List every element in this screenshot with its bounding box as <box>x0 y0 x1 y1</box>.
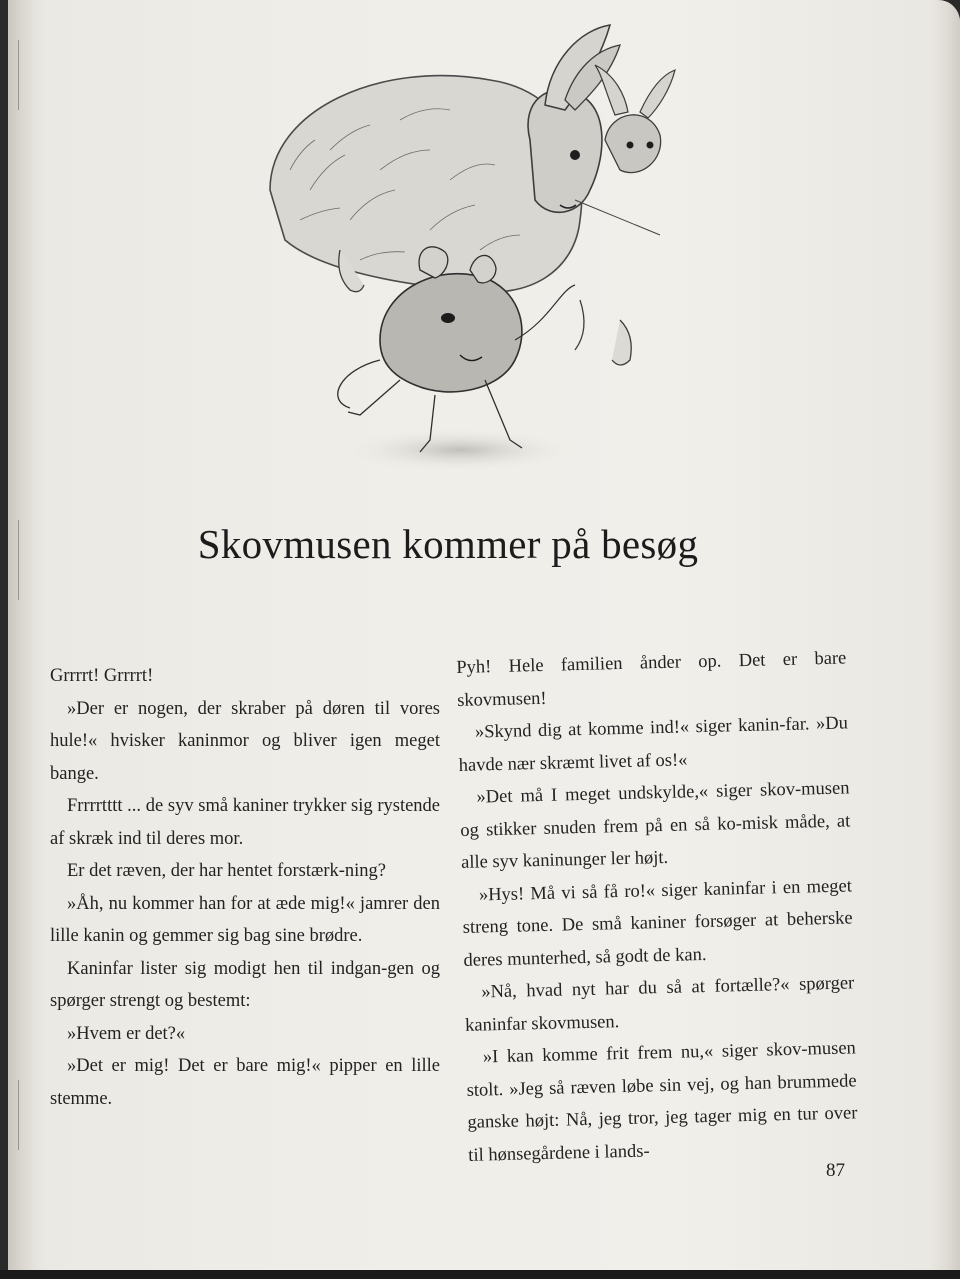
photo-bottom-edge <box>0 1270 960 1279</box>
page-title: Skovmusen kommer på besøg <box>197 521 699 567</box>
paragraph: »Det må I meget undskylde,« siger skov-musen og stikker snuden frem på en så ko-misk måde, at alle syv kaninunger ler højt. <box>460 778 851 873</box>
paragraph: »Der er nogen, der skraber på døren til vores hule!« hvisker kaninmor og bliver igen meget bange. <box>50 698 440 784</box>
paragraph: »Hvem er det?« <box>67 1023 186 1044</box>
page-gutter <box>8 0 34 1270</box>
paragraph: »Skynd dig at komme ind!« siger kanin-far. »Du havde nær skræmt livet af os!« <box>458 713 849 776</box>
paragraph: Frrrrtttt ... de syv små kaniner trykker sig rystende af skræk ind til deres mor. <box>50 796 440 849</box>
paragraph: »I kan komme frit frem nu,« siger skov-musen stolt. »Jeg så ræven løbe sin vej, og han brummede ganske højt: Nå, jeg tror, jeg tager mig en tur over til hønsegårdene i lands- <box>466 1038 858 1166</box>
paragraph: »Nå, hvad nyt har du så at fortælle?« spørger kaninfar skovmusen. <box>464 973 855 1036</box>
paragraph: Grrrrt! Grrrrt! <box>50 666 154 686</box>
paragraph: Kaninfar lister sig modigt hen til indgan-gen og spørger strengt og bestemt: <box>50 958 440 1011</box>
paragraph: Er det ræven, der har hentet forstærk-ning? <box>67 861 387 881</box>
binding-stitch <box>18 40 19 110</box>
paragraph: »Det er mig! Det er bare mig!« pipper en lille stemme. <box>50 1056 440 1109</box>
page-number: 87 <box>826 1160 845 1181</box>
left-text-column <box>50 660 440 1115</box>
paragraph: »Hys! Må vi så få ro!« siger kaninfar i en meget streng tone. De små kaniner forsøger at beherske deres munterhed, så godt de kan. <box>462 875 853 971</box>
paragraph: Pyh! Hele familien ånder op. Det er bare skovmusen! <box>456 648 847 711</box>
right-text-column <box>456 642 859 1171</box>
rabbits-and-woodmouse-illustration <box>230 20 690 490</box>
paragraph: »Åh, nu kommer han for at æde mig!« jamrer den lille kanin og gemmer sig bag sine brødre. <box>50 893 440 946</box>
page-edge-shadow <box>930 0 960 1270</box>
binding-stitch <box>18 1080 19 1150</box>
book-page <box>8 0 960 1270</box>
